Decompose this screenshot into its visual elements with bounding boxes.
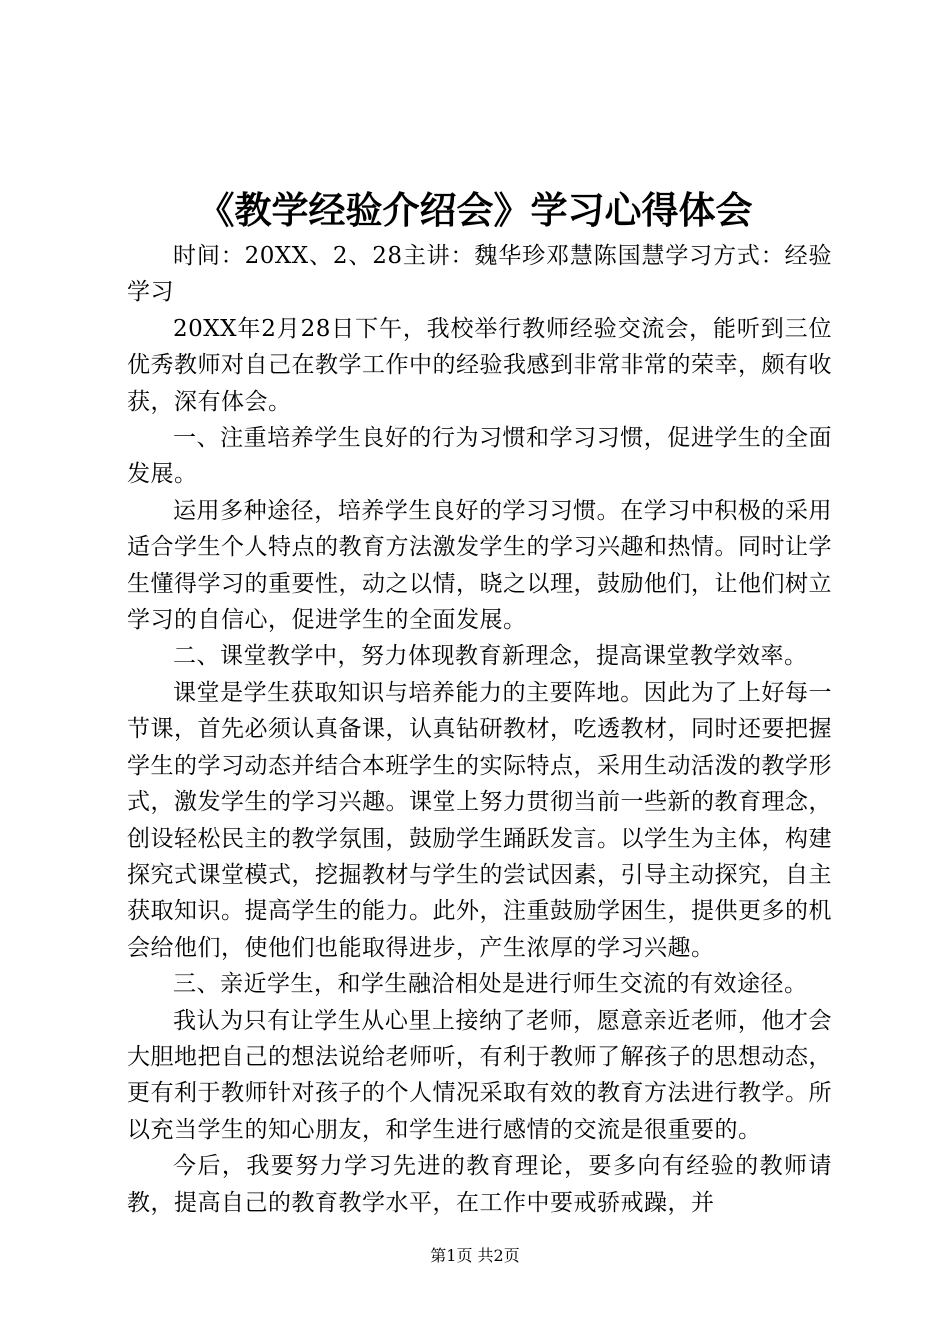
paragraph-intro: 20XX年2月28日下午，我校举行教师经验交流会，能听到三位优秀教师对自己在教学工作中的经验我感到非常非常的荣幸，颇有收获，深有体会。 (127, 315, 832, 415)
document-body (127, 238, 832, 1221)
paragraph-heading-2: 二、课堂教学中，努力体现教育新理念，提高课堂教学效率。 (173, 643, 808, 670)
paragraph-body-2: 课堂是学生获取知识与培养能力的主要阵地。因此为了上好每一节课，首先必须认真备课，认真钻研教材，吃透教材，同时还要把握学生的学习动态并结合本班学生的实际特点，采用生动活泼的教学形式，激发学生的学习兴趣。课堂上努力贯彻当前一些新的教育理念，创设轻松民主的教学氛围，鼓励学生踊跃发言。以学生为主体，构建探究式课堂模式，挖掘教材与学生的尝试因素，引导主动探究，自主获取知识。提高学生的能力。此外，注重鼓励学困生，提供更多的机会给他们，使他们也能取得进步，产生浓厚的学习兴趣。 (127, 679, 832, 961)
paragraph-body-3: 我认为只有让学生从心里上接纳了老师，愿意亲近老师，他才会大胆地把自己的想法说给老师听，有利于教师了解孩子的思想动态，更有利于教师针对孩子的个人情况采取有效的教育方法进行教学。所以充当学生的知心朋友，和学生进行感情的交流是很重要的。 (127, 1007, 832, 1143)
page-number: 第1页 共2页 (430, 1246, 520, 1265)
paragraph-meta: 时间：20XX、2、28主讲：魏华珍邓慧陈国慧学习方式：经验学习 (127, 243, 832, 306)
document-title: 《教学经验介绍会》学习心得体会 (197, 188, 753, 232)
paragraph-heading-3: 三、亲近学生，和学生融洽相处是进行师生交流的有效途径。 (173, 971, 808, 998)
paragraph-heading-1: 一、注重培养学生良好的行为习惯和学习习惯，促进学生的全面发展。 (127, 425, 832, 488)
paragraph-body-1: 运用多种途径，培养学生良好的学习习惯。在学习中积极的采用适合学生个人特点的教育方法激发学生的学习兴趣和热情。同时让学生懂得学习的重要性，动之以情，晓之以理，鼓励他们，让他们树立学习的自信心，促进学生的全面发展。 (127, 497, 832, 634)
paragraph-closing: 今后，我要努力学习先进的教育理论，要多向有经验的教师请教，提高自己的教育教学水平，在工作中要戒骄戒躁，并 (127, 1153, 832, 1216)
